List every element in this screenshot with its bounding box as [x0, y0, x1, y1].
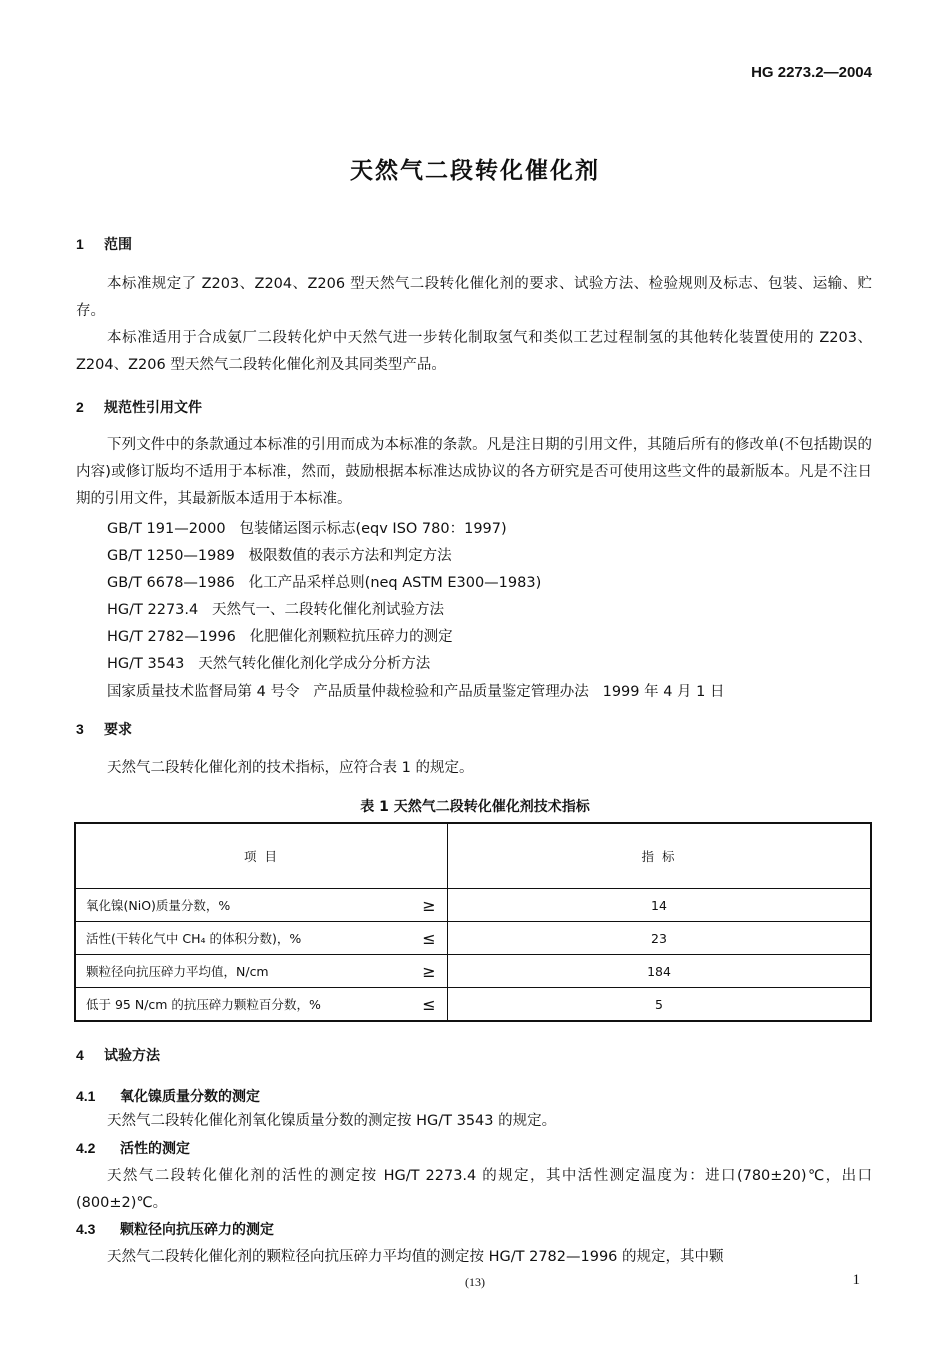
- section-number: 2: [76, 399, 84, 415]
- section-2-paragraph-1: 下列文件中的条款通过本标准的引用而成为本标准的条款。凡是注日期的引用文件，其随后所有的修改单(不包括勘误的内容)或修订版均不适用于本标准，然而，鼓励根据本标准达成协议的各方研究是否可使用这些文件的最新版本。凡是不注日期的引用文件，其最新版本适用于本标准。: [76, 437, 872, 507]
- row-item: 氧化镍(NiO)质量分数，%: [75, 889, 411, 922]
- reference-item: 国家质量技术监督局第 4 号令 产品质量仲裁检验和产品质量鉴定管理办法 1999 年 4 月 1 日: [107, 684, 725, 700]
- section-number: 3: [76, 721, 84, 737]
- section-title: 试验方法: [104, 1048, 160, 1064]
- section-number: 4: [76, 1047, 84, 1063]
- reference-item: GB/T 6678—1986 化工产品采样总则(neq ASTM E300—1983): [107, 575, 542, 591]
- reference-item: GB/T 191—2000 包装储运图示标志(eqv ISO 780：1997): [107, 521, 507, 537]
- table-row: [75, 988, 871, 1022]
- subsection-4-3-paragraph: 天然气二段转化催化剂的颗粒径向抗压碎力平均值的测定按 HG/T 2782—1996 的规定，其中颗: [107, 1249, 724, 1265]
- row-comparator: ≥: [411, 889, 448, 922]
- standard-number: HG 2273.2—2004: [751, 64, 872, 81]
- subsection-number: 4.1: [76, 1088, 96, 1104]
- row-value: 23: [448, 922, 872, 955]
- section-2-heading: [76, 397, 202, 417]
- row-value: 184: [448, 955, 872, 988]
- subsection-4-2-heading: [76, 1138, 190, 1158]
- subsection-4-1-heading: [76, 1086, 260, 1106]
- section-1-paragraph-1: 本标准规定了 Z203、Z204、Z206 型天然气二段转化催化剂的要求、试验方法、检验规则及标志、包装、运输、贮存。: [76, 276, 872, 319]
- section-1-paragraph-2: 本标准适用于合成氨厂二段转化炉中天然气进一步转化制取氢气和类似工艺过程制氢的其他转化装置使用的 Z203、Z204、Z206 型天然气二段转化催化剂及其同类型产品。: [76, 330, 872, 373]
- section-4-heading: [76, 1045, 160, 1065]
- row-value: 14: [448, 889, 872, 922]
- reference-item: HG/T 2782—1996 化肥催化剂颗粒抗压碎力的测定: [107, 629, 453, 645]
- document-title: 天然气二段转化催化剂: [350, 158, 600, 184]
- subsection-4-3-heading: [76, 1219, 274, 1239]
- footer-page-number: 1: [852, 1272, 860, 1288]
- section-1-heading: [76, 234, 132, 254]
- row-comparator: ≤: [411, 988, 448, 1022]
- row-value: 5: [448, 988, 872, 1022]
- subsection-title: 活性的测定: [120, 1141, 190, 1157]
- table-row: [75, 889, 871, 922]
- section-title: 要求: [104, 722, 132, 738]
- subsection-title: 氧化镍质量分数的测定: [120, 1089, 260, 1105]
- table-caption: 表 1 天然气二段转化催化剂技术指标: [360, 799, 590, 815]
- row-item: 低于 95 N/cm 的抗压碎力颗粒百分数，%: [75, 988, 411, 1022]
- reference-item: HG/T 3543 天然气转化催化剂化学成分分析方法: [107, 656, 431, 672]
- row-item: 活性(干转化气中 CH₄ 的体积分数)，%: [75, 922, 411, 955]
- subsection-4-2-paragraph: 天然气二段转化催化剂的活性的测定按 HG/T 2273.4 的规定，其中活性测定温度为：进口(780±20)℃，出口(800±2)℃。: [76, 1168, 872, 1211]
- spec-table: [74, 822, 872, 1022]
- footer-page-label: (13): [465, 1275, 485, 1289]
- row-comparator: ≥: [411, 955, 448, 988]
- column-header-value: 指 标: [448, 823, 872, 889]
- subsection-4-1-paragraph: 天然气二段转化催化剂氧化镍质量分数的测定按 HG/T 3543 的规定。: [107, 1113, 557, 1129]
- reference-item: HG/T 2273.4 天然气一、二段转化催化剂试验方法: [107, 602, 445, 618]
- subsection-number: 4.2: [76, 1140, 96, 1156]
- section-number: 1: [76, 236, 84, 252]
- section-3-heading: [76, 719, 132, 739]
- table-row: [75, 955, 871, 988]
- row-comparator: ≤: [411, 922, 448, 955]
- subsection-title: 颗粒径向抗压碎力的测定: [120, 1222, 274, 1238]
- table-row: [75, 922, 871, 955]
- section-title: 范围: [104, 237, 132, 253]
- section-3-paragraph-1: 天然气二段转化催化剂的技术指标，应符合表 1 的规定。: [107, 760, 474, 776]
- table-header-row: [75, 823, 871, 889]
- section-title: 规范性引用文件: [104, 400, 202, 416]
- reference-item: GB/T 1250—1989 极限数值的表示方法和判定方法: [107, 548, 452, 564]
- row-item: 颗粒径向抗压碎力平均值，N/cm: [75, 955, 411, 988]
- subsection-number: 4.3: [76, 1221, 96, 1237]
- column-header-item: 项 目: [75, 823, 448, 889]
